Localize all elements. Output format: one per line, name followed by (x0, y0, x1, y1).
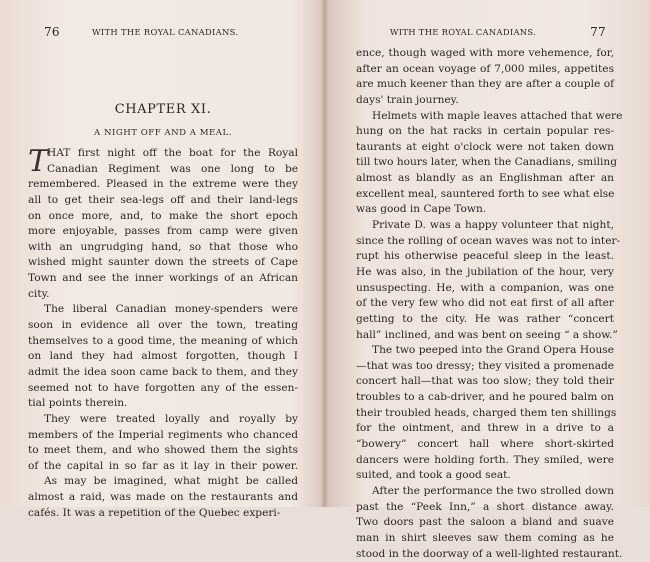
text-line: almost a raid, was made on the restaurants and (28, 490, 298, 506)
text-line: of the capital in so far as it lay in their power. (28, 459, 298, 475)
text-line: on once more, and, to make the short epoch (28, 209, 298, 225)
text-line: Two doors past the saloon a bland and suave (356, 515, 614, 531)
text-line: was good in Cape Town. (356, 202, 614, 218)
text-line: to meet them, and who showed them the sights (28, 443, 298, 459)
text-line: “bowery” concert hall where short-skirted (356, 437, 614, 453)
chapter-subtitle: A NIGHT OFF AND A MEAL. (28, 128, 298, 138)
right-body-text (356, 46, 614, 562)
text-line: almost as blandly as an Englishman after an (356, 171, 614, 187)
text-line: dancers were holding forth. They smiled, were (356, 453, 614, 469)
text-line: tial points therein. (28, 396, 298, 412)
text-line: The liberal Canadian money-spenders were (28, 302, 298, 318)
text-line: remembered. Pleased in the extreme were they (28, 177, 298, 193)
text-line: hall” inclined, and was bent on seeing “ a show.” (356, 328, 614, 344)
text-line: After the performance the two strolled down (356, 484, 614, 500)
text-line: till two hours later, when the Canadians, smiling (356, 155, 614, 171)
text-line: admit the idea soon came back to them, and they (28, 365, 298, 381)
left-page-number: 76 (44, 25, 60, 39)
text-line: HAT first night off the boat for the Royal (28, 146, 298, 162)
text-line: concert hall—that was too slow; they told their (356, 374, 614, 390)
right-page-number: 77 (590, 25, 606, 39)
text-line: excellent meal, sauntered forth to see what else (356, 187, 614, 203)
right-page (356, 0, 614, 507)
text-line: Town and see the inner workings of an African (28, 271, 298, 287)
text-line: Helmets with maple leaves attached that were (356, 109, 614, 125)
text-line: stood in the doorway of a well-lighted restaurant. (356, 547, 614, 562)
left-body-text (28, 146, 298, 521)
text-line: taurants at eight o'clock were not taken down (356, 140, 614, 156)
text-line: suited, and took a good seat. (356, 468, 614, 484)
text-line: on land they had almost forgotten, though I (28, 349, 298, 365)
text-line: more enjoyable, passes from camp were given (28, 224, 298, 240)
text-line: of the very few who did not eat first of all after (356, 296, 614, 312)
text-line: Canadian Regiment was one long to be (28, 162, 298, 178)
text-line: rupt his otherwise peaceful sleep in the least. (356, 249, 614, 265)
text-line: getting to the city. He was rather “concert (356, 312, 614, 328)
text-line: They were treated loyally and royally by (28, 412, 298, 428)
text-line: for the ointment, and threw in a drive to a (356, 421, 614, 437)
text-line: days' train journey. (356, 93, 614, 109)
text-line: As may be imagined, what might be called (28, 474, 298, 490)
right-running-title: WITH THE ROYAL CANADIANS. (362, 27, 564, 37)
text-line: ence, though waged with more vehemence, for, (356, 46, 614, 62)
text-line: hung on the hat racks in certain popular res- (356, 124, 614, 140)
left-running-head (28, 27, 298, 41)
text-line: are much keener than they are after a couple of (356, 77, 614, 93)
text-line: since the rolling of ocean waves was not to inter- (356, 234, 614, 250)
left-page (28, 0, 298, 507)
text-line: themselves to a good time, the meaning of which (28, 334, 298, 350)
text-line: He was also, in the jubilation of the hour, very (356, 265, 614, 281)
left-running-title: WITH THE ROYAL CANADIANS. (88, 27, 284, 37)
text-line: members of the Imperial regiments who chanced (28, 428, 298, 444)
right-running-head (356, 27, 614, 41)
text-line: The two peeped into the Grand Opera House (356, 343, 614, 359)
text-line: seemed not to have forgotten any of the essen- (28, 381, 298, 397)
text-line: troubles to a cab-driver, and he poured balm on (356, 390, 614, 406)
text-line: wished might saunter down the streets of Cape (28, 255, 298, 271)
text-line: after an ocean voyage of 7,000 miles, appetites (356, 62, 614, 78)
chapter-title: CHAPTER XI. (28, 102, 298, 117)
text-line: past the “Peek Inn,” a short distance away. (356, 500, 614, 516)
text-line: cafés. It was a repetition of the Quebec experi- (28, 506, 298, 522)
text-line: Private D. was a happy volunteer that night, (356, 218, 614, 234)
text-line: unsuspecting. He, with a companion, was one (356, 281, 614, 297)
text-line: city. (28, 287, 298, 303)
text-line: their troubled heads, charged them ten shillings (356, 406, 614, 422)
text-line: soon in evidence all over the town, treating (28, 318, 298, 334)
text-line: with an ungrudging hand, so that those who (28, 240, 298, 256)
text-line: —that was too dressy; they visited a promenade (356, 359, 614, 375)
text-line: all to get their sea-legs off and their land-legs (28, 193, 298, 209)
text-line: man in shirt sleeves saw them coming as he (356, 531, 614, 547)
drop-cap: T (28, 147, 48, 177)
